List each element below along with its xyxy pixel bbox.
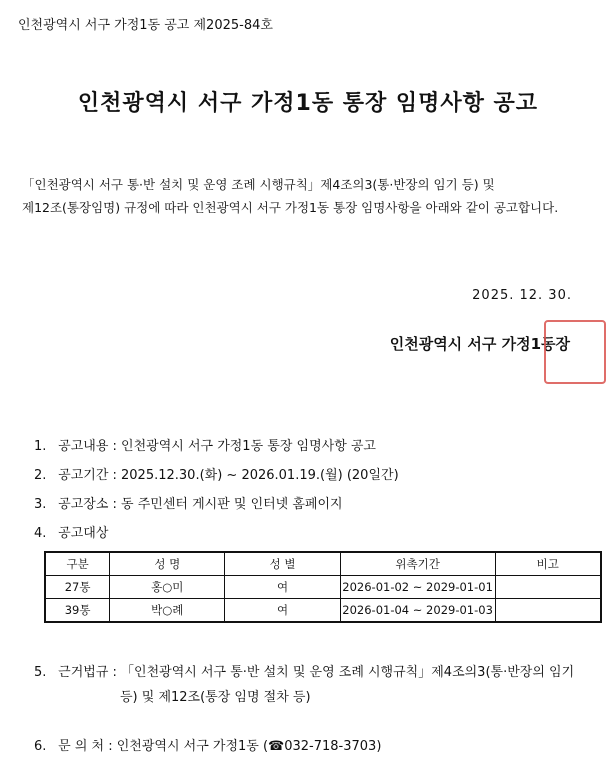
item-text: 문 의 처 : 인천광역시 서구 가정1동 (☎032-718-3703) [58, 739, 382, 754]
item-number: 4. [34, 526, 47, 541]
cell-gender: 여 [225, 576, 340, 599]
intro-line-1: 「인천광역시 서구 통·반 설치 및 운영 조례 시행규칙」제4조의3(통·반장의 임기 등) 및 [22, 177, 495, 192]
item-notice-period [34, 464, 399, 483]
item-text: 근거법규 : 「인천광역시 서구 통·반 설치 및 운영 조례 시행규칙」제4조의3(통·반장의 임기 [58, 665, 575, 680]
notice-date: 2025. 12. 30. [472, 288, 572, 303]
item-notice-content [34, 435, 376, 454]
cell-name: 홍○미 [110, 576, 225, 599]
item-number: 1. [34, 439, 47, 454]
cell-gender: 여 [225, 599, 340, 623]
item-number: 5. [34, 665, 47, 680]
column-header-name: 성 명 [110, 552, 225, 576]
item-legal-basis-continued: 등) 및 제12조(통장 임명 절차 등) [120, 690, 311, 705]
cell-period: 2026-01-04 ~ 2029-01-03 [340, 599, 495, 623]
cell-period: 2026-01-02 ~ 2029-01-01 [340, 576, 495, 599]
item-text: 공고내용 : 인천광역시 서구 가정1동 통장 임명사항 공고 [58, 439, 376, 454]
cell-note [495, 599, 601, 623]
page-title: 인천광역시 서구 가정1동 통장 임명사항 공고 [77, 91, 539, 116]
column-header-period: 위촉기간 [340, 552, 495, 576]
item-text: 공고대상 [58, 526, 109, 541]
table-row [45, 599, 601, 623]
official-seal-icon [544, 320, 606, 384]
item-contact [34, 735, 381, 754]
cell-name: 박○례 [110, 599, 225, 623]
table-header-row [45, 552, 601, 576]
item-number: 3. [34, 497, 47, 512]
item-text: 공고기간 : 2025.12.30.(화) ~ 2026.01.19.(월) (20일간) [58, 468, 399, 483]
cell-note [495, 576, 601, 599]
column-header-area: 구분 [45, 552, 110, 576]
item-number: 6. [34, 739, 47, 754]
item-notice-target [34, 522, 108, 541]
item-legal-basis [34, 661, 574, 680]
column-header-gender: 성 별 [225, 552, 340, 576]
item-number: 2. [34, 468, 47, 483]
column-header-note: 비고 [495, 552, 601, 576]
cell-area: 27통 [45, 576, 110, 599]
table-row [45, 576, 601, 599]
appointment-table [44, 551, 602, 623]
item-notice-place [34, 493, 343, 512]
item-text: 공고장소 : 동 주민센터 게시판 및 인터넷 홈페이지 [58, 497, 343, 512]
document-number: 인천광역시 서구 가정1동 공고 제2025-84호 [18, 18, 273, 33]
cell-area: 39통 [45, 599, 110, 623]
issuer-name: 인천광역시 서구 가정1동장 [389, 335, 570, 353]
intro-line-2: 제12조(통장임명) 규정에 따라 인천광역시 서구 가정1동 통장 임명사항을 아래와 같이 공고합니다. [22, 200, 559, 215]
